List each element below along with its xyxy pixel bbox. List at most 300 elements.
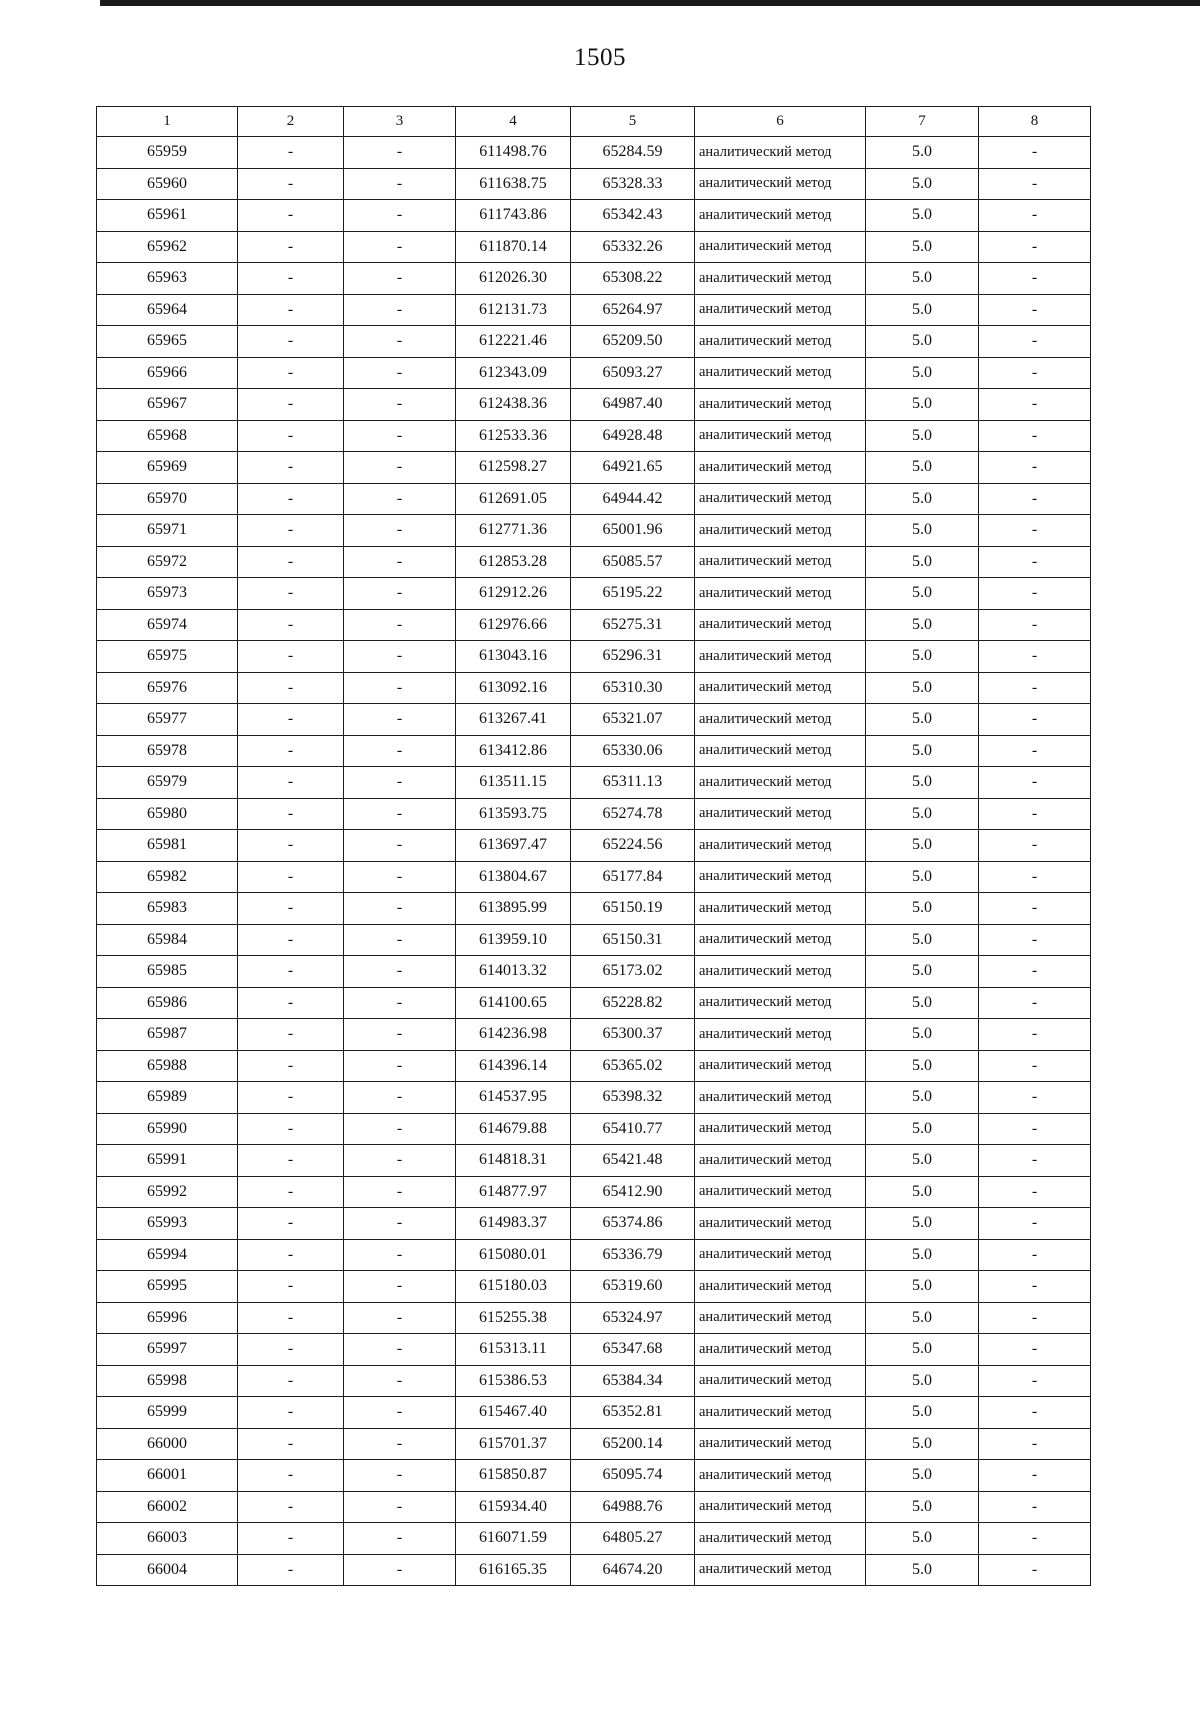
cell-y-coordinate: 65275.31: [571, 609, 695, 641]
table-row: [97, 1113, 1091, 1145]
cell-col-3-value: -: [344, 1397, 456, 1429]
cell-x-coordinate: 615255.38: [456, 1302, 571, 1334]
cell-y-coordinate: 65398.32: [571, 1082, 695, 1114]
cell-accuracy: 5.0: [866, 263, 979, 295]
cell-col-3-value: -: [344, 1302, 456, 1334]
cell-y-coordinate: 65410.77: [571, 1113, 695, 1145]
cell-x-coordinate: 613511.15: [456, 767, 571, 799]
cell-x-coordinate: 615080.01: [456, 1239, 571, 1271]
cell-point-number: 65996: [97, 1302, 238, 1334]
cell-x-coordinate: 615467.40: [456, 1397, 571, 1429]
cell-y-coordinate: 65319.60: [571, 1271, 695, 1303]
cell-y-coordinate: 65173.02: [571, 956, 695, 988]
cell-accuracy: 5.0: [866, 389, 979, 421]
cell-method: аналитический метод: [695, 1523, 866, 1555]
column-header-4: 4: [456, 107, 571, 137]
cell-x-coordinate: 612533.36: [456, 420, 571, 452]
cell-point-number: 66003: [97, 1523, 238, 1555]
table-row: [97, 1554, 1091, 1586]
cell-method: аналитический метод: [695, 137, 866, 169]
cell-x-coordinate: 615701.37: [456, 1428, 571, 1460]
cell-col-3-value: -: [344, 830, 456, 862]
cell-col-8-value: -: [979, 326, 1091, 358]
cell-col-8-value: -: [979, 515, 1091, 547]
cell-accuracy: 5.0: [866, 420, 979, 452]
cell-col-8-value: -: [979, 420, 1091, 452]
cell-x-coordinate: 616165.35: [456, 1554, 571, 1586]
table-row: [97, 1082, 1091, 1114]
cell-point-number: 65975: [97, 641, 238, 673]
cell-accuracy: 5.0: [866, 1460, 979, 1492]
cell-point-number: 65973: [97, 578, 238, 610]
cell-accuracy: 5.0: [866, 1208, 979, 1240]
cell-col-3-value: -: [344, 735, 456, 767]
cell-col-3-value: -: [344, 578, 456, 610]
table-row: [97, 231, 1091, 263]
cell-x-coordinate: 613043.16: [456, 641, 571, 673]
cell-col-8-value: -: [979, 1082, 1091, 1114]
table-row: [97, 1145, 1091, 1177]
cell-col-2-value: -: [238, 1302, 344, 1334]
cell-col-8-value: -: [979, 168, 1091, 200]
cell-col-2-value: -: [238, 1334, 344, 1366]
table-row: [97, 1523, 1091, 1555]
cell-point-number: 65964: [97, 294, 238, 326]
cell-col-8-value: -: [979, 483, 1091, 515]
cell-col-8-value: -: [979, 1460, 1091, 1492]
cell-method: аналитический метод: [695, 987, 866, 1019]
column-header-2: 2: [238, 107, 344, 137]
table-row: [97, 137, 1091, 169]
cell-col-3-value: -: [344, 168, 456, 200]
cell-method: аналитический метод: [695, 168, 866, 200]
cell-point-number: 65961: [97, 200, 238, 232]
cell-y-coordinate: 65228.82: [571, 987, 695, 1019]
cell-col-2-value: -: [238, 704, 344, 736]
cell-accuracy: 5.0: [866, 924, 979, 956]
cell-method: аналитический метод: [695, 1271, 866, 1303]
cell-x-coordinate: 612221.46: [456, 326, 571, 358]
cell-y-coordinate: 65095.74: [571, 1460, 695, 1492]
cell-col-8-value: -: [979, 956, 1091, 988]
cell-y-coordinate: 65352.81: [571, 1397, 695, 1429]
cell-x-coordinate: 615386.53: [456, 1365, 571, 1397]
cell-col-2-value: -: [238, 1554, 344, 1586]
cell-accuracy: 5.0: [866, 893, 979, 925]
cell-method: аналитический метод: [695, 1082, 866, 1114]
cell-point-number: 65991: [97, 1145, 238, 1177]
cell-x-coordinate: 612131.73: [456, 294, 571, 326]
cell-col-3-value: -: [344, 861, 456, 893]
cell-x-coordinate: 613412.86: [456, 735, 571, 767]
cell-col-2-value: -: [238, 1113, 344, 1145]
cell-y-coordinate: 65296.31: [571, 641, 695, 673]
cell-y-coordinate: 64928.48: [571, 420, 695, 452]
cell-y-coordinate: 65150.19: [571, 893, 695, 925]
cell-col-8-value: -: [979, 1365, 1091, 1397]
cell-col-2-value: -: [238, 893, 344, 925]
cell-method: аналитический метод: [695, 1019, 866, 1051]
cell-col-3-value: -: [344, 389, 456, 421]
table-header-row: [97, 107, 1091, 137]
table-row: [97, 672, 1091, 704]
table-row: [97, 1176, 1091, 1208]
cell-y-coordinate: 64805.27: [571, 1523, 695, 1555]
cell-method: аналитический метод: [695, 1460, 866, 1492]
cell-method: аналитический метод: [695, 956, 866, 988]
table-row: [97, 641, 1091, 673]
cell-col-8-value: -: [979, 1176, 1091, 1208]
table-row: [97, 357, 1091, 389]
cell-method: аналитический метод: [695, 1397, 866, 1429]
table-row: [97, 420, 1091, 452]
cell-y-coordinate: 64674.20: [571, 1554, 695, 1586]
cell-col-3-value: -: [344, 1491, 456, 1523]
cell-accuracy: 5.0: [866, 1239, 979, 1271]
cell-col-2-value: -: [238, 263, 344, 295]
cell-method: аналитический метод: [695, 1302, 866, 1334]
cell-col-2-value: -: [238, 924, 344, 956]
cell-col-2-value: -: [238, 231, 344, 263]
cell-x-coordinate: 612771.36: [456, 515, 571, 547]
coordinates-table: [96, 106, 1091, 1586]
cell-point-number: 65977: [97, 704, 238, 736]
cell-point-number: 65982: [97, 861, 238, 893]
cell-point-number: 65974: [97, 609, 238, 641]
cell-method: аналитический метод: [695, 578, 866, 610]
cell-y-coordinate: 65264.97: [571, 294, 695, 326]
cell-col-3-value: -: [344, 609, 456, 641]
cell-method: аналитический метод: [695, 893, 866, 925]
cell-point-number: 65963: [97, 263, 238, 295]
cell-col-2-value: -: [238, 515, 344, 547]
cell-x-coordinate: 613593.75: [456, 798, 571, 830]
cell-accuracy: 5.0: [866, 1365, 979, 1397]
cell-col-3-value: -: [344, 1460, 456, 1492]
cell-method: аналитический метод: [695, 546, 866, 578]
cell-col-3-value: -: [344, 672, 456, 704]
table-row: [97, 1019, 1091, 1051]
cell-accuracy: 5.0: [866, 168, 979, 200]
cell-col-2-value: -: [238, 1082, 344, 1114]
cell-col-8-value: -: [979, 231, 1091, 263]
cell-col-2-value: -: [238, 798, 344, 830]
cell-method: аналитический метод: [695, 1113, 866, 1145]
cell-method: аналитический метод: [695, 924, 866, 956]
cell-col-3-value: -: [344, 1050, 456, 1082]
cell-col-2-value: -: [238, 1523, 344, 1555]
cell-col-8-value: -: [979, 1334, 1091, 1366]
cell-col-3-value: -: [344, 231, 456, 263]
cell-x-coordinate: 613895.99: [456, 893, 571, 925]
cell-y-coordinate: 65177.84: [571, 861, 695, 893]
cell-method: аналитический метод: [695, 609, 866, 641]
cell-y-coordinate: 65336.79: [571, 1239, 695, 1271]
table-row: [97, 1491, 1091, 1523]
cell-col-2-value: -: [238, 830, 344, 862]
cell-accuracy: 5.0: [866, 1050, 979, 1082]
cell-accuracy: 5.0: [866, 1082, 979, 1114]
column-header-3: 3: [344, 107, 456, 137]
cell-x-coordinate: 612912.26: [456, 578, 571, 610]
page-number: 1505: [574, 44, 626, 71]
cell-y-coordinate: 65384.34: [571, 1365, 695, 1397]
cell-point-number: 65989: [97, 1082, 238, 1114]
cell-col-8-value: -: [979, 609, 1091, 641]
cell-x-coordinate: 611870.14: [456, 231, 571, 263]
table-row: [97, 1208, 1091, 1240]
cell-method: аналитический метод: [695, 672, 866, 704]
cell-y-coordinate: 65365.02: [571, 1050, 695, 1082]
cell-col-3-value: -: [344, 1176, 456, 1208]
table-row: [97, 767, 1091, 799]
cell-accuracy: 5.0: [866, 1019, 979, 1051]
cell-col-8-value: -: [979, 1271, 1091, 1303]
cell-col-2-value: -: [238, 861, 344, 893]
cell-point-number: 65968: [97, 420, 238, 452]
cell-point-number: 65998: [97, 1365, 238, 1397]
cell-y-coordinate: 65310.30: [571, 672, 695, 704]
cell-accuracy: 5.0: [866, 641, 979, 673]
cell-col-2-value: -: [238, 420, 344, 452]
cell-method: аналитический метод: [695, 326, 866, 358]
cell-col-8-value: -: [979, 861, 1091, 893]
cell-col-3-value: -: [344, 420, 456, 452]
cell-accuracy: 5.0: [866, 1302, 979, 1334]
cell-accuracy: 5.0: [866, 798, 979, 830]
cell-method: аналитический метод: [695, 1050, 866, 1082]
column-header-1: 1: [97, 107, 238, 137]
table-row: [97, 1302, 1091, 1334]
cell-point-number: 65979: [97, 767, 238, 799]
cell-col-8-value: -: [979, 137, 1091, 169]
cell-col-8-value: -: [979, 294, 1091, 326]
cell-method: аналитический метод: [695, 1334, 866, 1366]
cell-col-3-value: -: [344, 987, 456, 1019]
cell-col-2-value: -: [238, 1271, 344, 1303]
cell-x-coordinate: 612438.36: [456, 389, 571, 421]
cell-x-coordinate: 616071.59: [456, 1523, 571, 1555]
table-row: [97, 1239, 1091, 1271]
cell-col-2-value: -: [238, 389, 344, 421]
cell-col-8-value: -: [979, 1239, 1091, 1271]
cell-accuracy: 5.0: [866, 546, 979, 578]
cell-col-8-value: -: [979, 1523, 1091, 1555]
table-row: [97, 1271, 1091, 1303]
cell-col-8-value: -: [979, 1554, 1091, 1586]
cell-x-coordinate: 614537.95: [456, 1082, 571, 1114]
cell-y-coordinate: 64944.42: [571, 483, 695, 515]
cell-x-coordinate: 614013.32: [456, 956, 571, 988]
cell-col-3-value: -: [344, 1113, 456, 1145]
table-row: [97, 263, 1091, 295]
cell-y-coordinate: 65342.43: [571, 200, 695, 232]
cell-point-number: 65981: [97, 830, 238, 862]
table-row: [97, 1365, 1091, 1397]
cell-col-8-value: -: [979, 263, 1091, 295]
cell-col-8-value: -: [979, 1302, 1091, 1334]
cell-col-2-value: -: [238, 641, 344, 673]
table-row: [97, 546, 1091, 578]
cell-col-3-value: -: [344, 1365, 456, 1397]
cell-point-number: 65997: [97, 1334, 238, 1366]
cell-x-coordinate: 612343.09: [456, 357, 571, 389]
cell-x-coordinate: 615313.11: [456, 1334, 571, 1366]
table-body: [97, 137, 1091, 1586]
cell-col-2-value: -: [238, 735, 344, 767]
cell-x-coordinate: 613092.16: [456, 672, 571, 704]
cell-col-3-value: -: [344, 483, 456, 515]
cell-col-2-value: -: [238, 1397, 344, 1429]
cell-col-3-value: -: [344, 357, 456, 389]
cell-method: аналитический метод: [695, 767, 866, 799]
table-row: [97, 168, 1091, 200]
cell-y-coordinate: 65300.37: [571, 1019, 695, 1051]
cell-x-coordinate: 611638.75: [456, 168, 571, 200]
cell-col-3-value: -: [344, 1208, 456, 1240]
cell-point-number: 65959: [97, 137, 238, 169]
cell-point-number: 65970: [97, 483, 238, 515]
cell-col-8-value: -: [979, 798, 1091, 830]
cell-x-coordinate: 613697.47: [456, 830, 571, 862]
cell-col-3-value: -: [344, 893, 456, 925]
cell-col-8-value: -: [979, 357, 1091, 389]
cell-point-number: 65985: [97, 956, 238, 988]
cell-col-8-value: -: [979, 641, 1091, 673]
cell-accuracy: 5.0: [866, 609, 979, 641]
table-row: [97, 326, 1091, 358]
column-header-8: 8: [979, 107, 1091, 137]
table-row: [97, 1428, 1091, 1460]
cell-col-8-value: -: [979, 830, 1091, 862]
cell-x-coordinate: 612691.05: [456, 483, 571, 515]
table-row: [97, 1334, 1091, 1366]
cell-col-8-value: -: [979, 987, 1091, 1019]
cell-col-2-value: -: [238, 294, 344, 326]
table-row: [97, 1460, 1091, 1492]
cell-accuracy: 5.0: [866, 326, 979, 358]
cell-point-number: 65988: [97, 1050, 238, 1082]
cell-accuracy: 5.0: [866, 483, 979, 515]
cell-x-coordinate: 614818.31: [456, 1145, 571, 1177]
cell-point-number: 65994: [97, 1239, 238, 1271]
cell-col-2-value: -: [238, 672, 344, 704]
cell-y-coordinate: 65150.31: [571, 924, 695, 956]
table-row: [97, 578, 1091, 610]
cell-col-8-value: -: [979, 1050, 1091, 1082]
cell-col-2-value: -: [238, 483, 344, 515]
column-header-6: 6: [695, 107, 866, 137]
cell-col-3-value: -: [344, 1271, 456, 1303]
cell-method: аналитический метод: [695, 452, 866, 484]
cell-x-coordinate: 614236.98: [456, 1019, 571, 1051]
cell-col-2-value: -: [238, 1176, 344, 1208]
cell-accuracy: 5.0: [866, 452, 979, 484]
table-row: [97, 294, 1091, 326]
cell-accuracy: 5.0: [866, 231, 979, 263]
cell-col-2-value: -: [238, 1019, 344, 1051]
cell-method: аналитический метод: [695, 641, 866, 673]
cell-col-2-value: -: [238, 609, 344, 641]
table-row: [97, 1050, 1091, 1082]
cell-y-coordinate: 65209.50: [571, 326, 695, 358]
cell-point-number: 65980: [97, 798, 238, 830]
cell-method: аналитический метод: [695, 1208, 866, 1240]
cell-y-coordinate: 65308.22: [571, 263, 695, 295]
cell-point-number: 65962: [97, 231, 238, 263]
cell-method: аналитический метод: [695, 830, 866, 862]
cell-accuracy: 5.0: [866, 578, 979, 610]
cell-y-coordinate: 65085.57: [571, 546, 695, 578]
cell-method: аналитический метод: [695, 1428, 866, 1460]
cell-y-coordinate: 64921.65: [571, 452, 695, 484]
cell-method: аналитический метод: [695, 200, 866, 232]
cell-col-8-value: -: [979, 578, 1091, 610]
cell-x-coordinate: 614877.97: [456, 1176, 571, 1208]
cell-method: аналитический метод: [695, 1365, 866, 1397]
table-row: [97, 609, 1091, 641]
cell-col-3-value: -: [344, 294, 456, 326]
table-row: [97, 735, 1091, 767]
cell-accuracy: 5.0: [866, 1271, 979, 1303]
cell-col-2-value: -: [238, 1365, 344, 1397]
table-row: [97, 861, 1091, 893]
table-row: [97, 798, 1091, 830]
cell-col-8-value: -: [979, 735, 1091, 767]
table-row: [97, 452, 1091, 484]
cell-x-coordinate: 613804.67: [456, 861, 571, 893]
cell-point-number: 65972: [97, 546, 238, 578]
cell-col-2-value: -: [238, 1145, 344, 1177]
cell-method: аналитический метод: [695, 231, 866, 263]
cell-y-coordinate: 65195.22: [571, 578, 695, 610]
cell-y-coordinate: 65330.06: [571, 735, 695, 767]
cell-accuracy: 5.0: [866, 1397, 979, 1429]
cell-col-3-value: -: [344, 546, 456, 578]
cell-method: аналитический метод: [695, 1491, 866, 1523]
cell-point-number: 65986: [97, 987, 238, 1019]
cell-col-8-value: -: [979, 200, 1091, 232]
cell-accuracy: 5.0: [866, 735, 979, 767]
cell-point-number: 66001: [97, 1460, 238, 1492]
cell-col-2-value: -: [238, 767, 344, 799]
table-row: [97, 956, 1091, 988]
cell-col-2-value: -: [238, 200, 344, 232]
cell-col-8-value: -: [979, 1113, 1091, 1145]
table-row: [97, 893, 1091, 925]
cell-point-number: 65984: [97, 924, 238, 956]
cell-x-coordinate: 612598.27: [456, 452, 571, 484]
cell-y-coordinate: 65321.07: [571, 704, 695, 736]
cell-col-3-value: -: [344, 1239, 456, 1271]
cell-col-8-value: -: [979, 1145, 1091, 1177]
cell-point-number: 66002: [97, 1491, 238, 1523]
cell-point-number: 65987: [97, 1019, 238, 1051]
cell-col-2-value: -: [238, 578, 344, 610]
cell-point-number: 65983: [97, 893, 238, 925]
cell-col-2-value: -: [238, 1208, 344, 1240]
cell-col-8-value: -: [979, 452, 1091, 484]
column-header-5: 5: [571, 107, 695, 137]
scan-edge: [100, 0, 1200, 6]
cell-accuracy: 5.0: [866, 767, 979, 799]
cell-y-coordinate: 65412.90: [571, 1176, 695, 1208]
cell-col-3-value: -: [344, 1145, 456, 1177]
cell-method: аналитический метод: [695, 483, 866, 515]
cell-y-coordinate: 65274.78: [571, 798, 695, 830]
cell-point-number: 65993: [97, 1208, 238, 1240]
cell-accuracy: 5.0: [866, 1428, 979, 1460]
